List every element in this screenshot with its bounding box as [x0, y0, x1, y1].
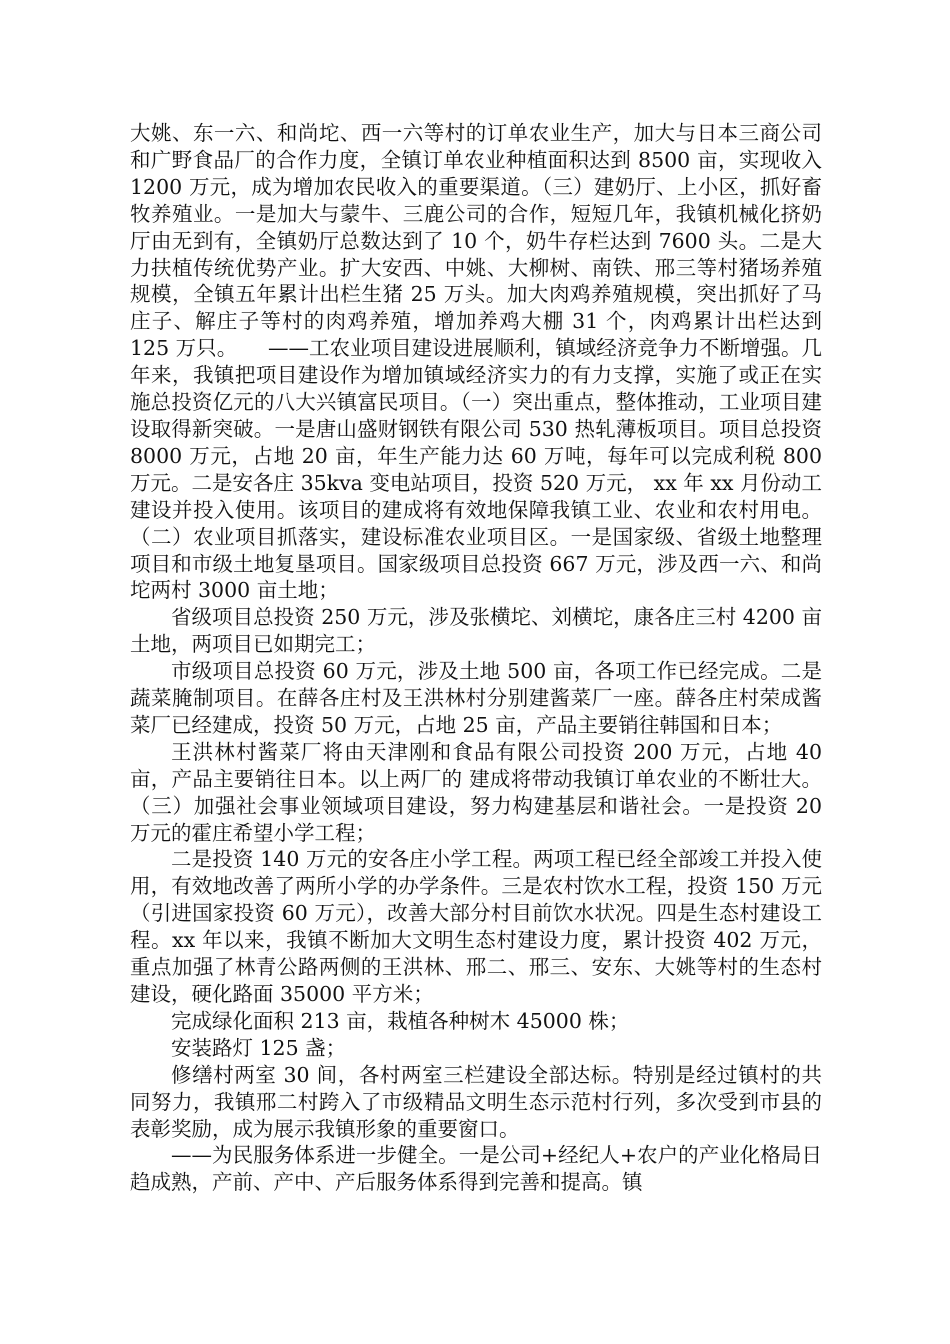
paragraph-5: 二是投资 140 万元的安各庄小学工程。两项工程已经全部竣工并投入使用，有效地改善了两所小学的办学条件。三是农村饮水工程，投资 150 万元（引进国家投资 60 万元），改善大部分村目前饮水状况。四是生态村建设工程。xx 年以来，我镇不断加大文明生态村建设力度，累计投资 402 万元，重点加强了林青公路两侧的王洪林、邢二、邢三、安东、大姚等村的生态村建设，硬化路面 35000 平方米；: [130, 847, 822, 1006]
paragraph-7: 安装路灯 125 盏；: [171, 1035, 347, 1060]
paragraph-1: 大姚、东一六、和尚坨、西一六等村的订单农业生产，加大与日本三商公司和广野食品厂的合作力度，全镇订单农业种植面积达到 8500 亩，实现收入 1200 万元，成为增加农民收入的重要渠道。（三）建奶厅、上小区，抓好畜牧养殖业。一是加大与蒙牛、三鹿公司的合作，短短几年，我镇机械化挤奶厅由无到有，全镇奶厅总数达到了 10 个，奶牛存栏达到 7600 头。二是大力扶植传统优势产业。扩大安西、中姚、大柳树、南铁、邢三等村猪场养殖规模，全镇五年累计出栏生猪 25 万头。加大肉鸡养殖规模，突出抓好了马庄子、解庄子等村的肉鸡养殖，增加养鸡大棚 31 个，肉鸡累计出栏达到 125 万只。 ——工农业项目建设进展顺利，镇域经济竞争力不断增强。几年来，我镇把项目建设作为增加镇域经济实力的有力支撑，实施了或正在实施总投资亿元的八大兴镇富民项目。（一）突出重点，整体推动，工业项目建设取得新突破。一是唐山盛财钢铁有限公司 530 热轧薄板项目。项目总投资 8000 万元，占地 20 亩，年生产能力达 60 万吨，每年可以完成利税 800 万元。二是安各庄 35kva 变电站项目，投资 520 万元， xx 年 xx 月份动工建设并投入使用。该项目的建成将有效地保障我镇工业、农业和农村用电。（二）农业项目抓落实，建设标准农业项目区。一是国家级、省级土地整理项目和市级土地复垦项目。国家级项目总投资 667 万元，涉及西一六、和尚坨两村 3000 亩土地；: [130, 121, 822, 603]
paragraph-4: 王洪林村酱菜厂将由天津刚和食品有限公司投资 200 万元，占地 40 亩，产品主要销往日本。以上两厂的 建成将带动我镇订单农业的不断壮大。（三）加强社会事业领域项目建设，努力构建基层和谐社会。一是投资 20 万元的霍庄希望小学工程；: [130, 739, 822, 845]
document-page: [130, 120, 822, 1196]
paragraph-2: 省级项目总投资 250 万元，涉及张横坨、刘横坨，康各庄三村 4200 亩土地，两项目已如期完工；: [130, 605, 822, 657]
paragraph-6: 完成绿化面积 213 亩，栽植各种树木 45000 株；: [171, 1008, 630, 1033]
paragraph-3: 市级项目总投资 60 万元，涉及土地 500 亩，各项工作已经完成。二是蔬菜腌制项目。在薛各庄村及王洪林村分别建酱菜厂一座。薛各庄村荣成酱菜厂已经建成，投资 50 万元，占地 25 亩，产品主要销往韩国和日本；: [130, 659, 822, 737]
paragraph-9: ——为民服务体系进一步健全。一是公司+经纪人+农户的产业化格局日趋成熟，产前、产中、产后服务体系得到完善和提高。镇: [130, 1143, 822, 1195]
paragraph-8: 修缮村两室 30 间，各村两室三栏建设全部达标。特别是经过镇村的共同努力，我镇邢二村跨入了市级精品文明生态示范村行列，多次受到市县的表彰奖励，成为展示我镇形象的重要窗口。: [130, 1062, 822, 1141]
